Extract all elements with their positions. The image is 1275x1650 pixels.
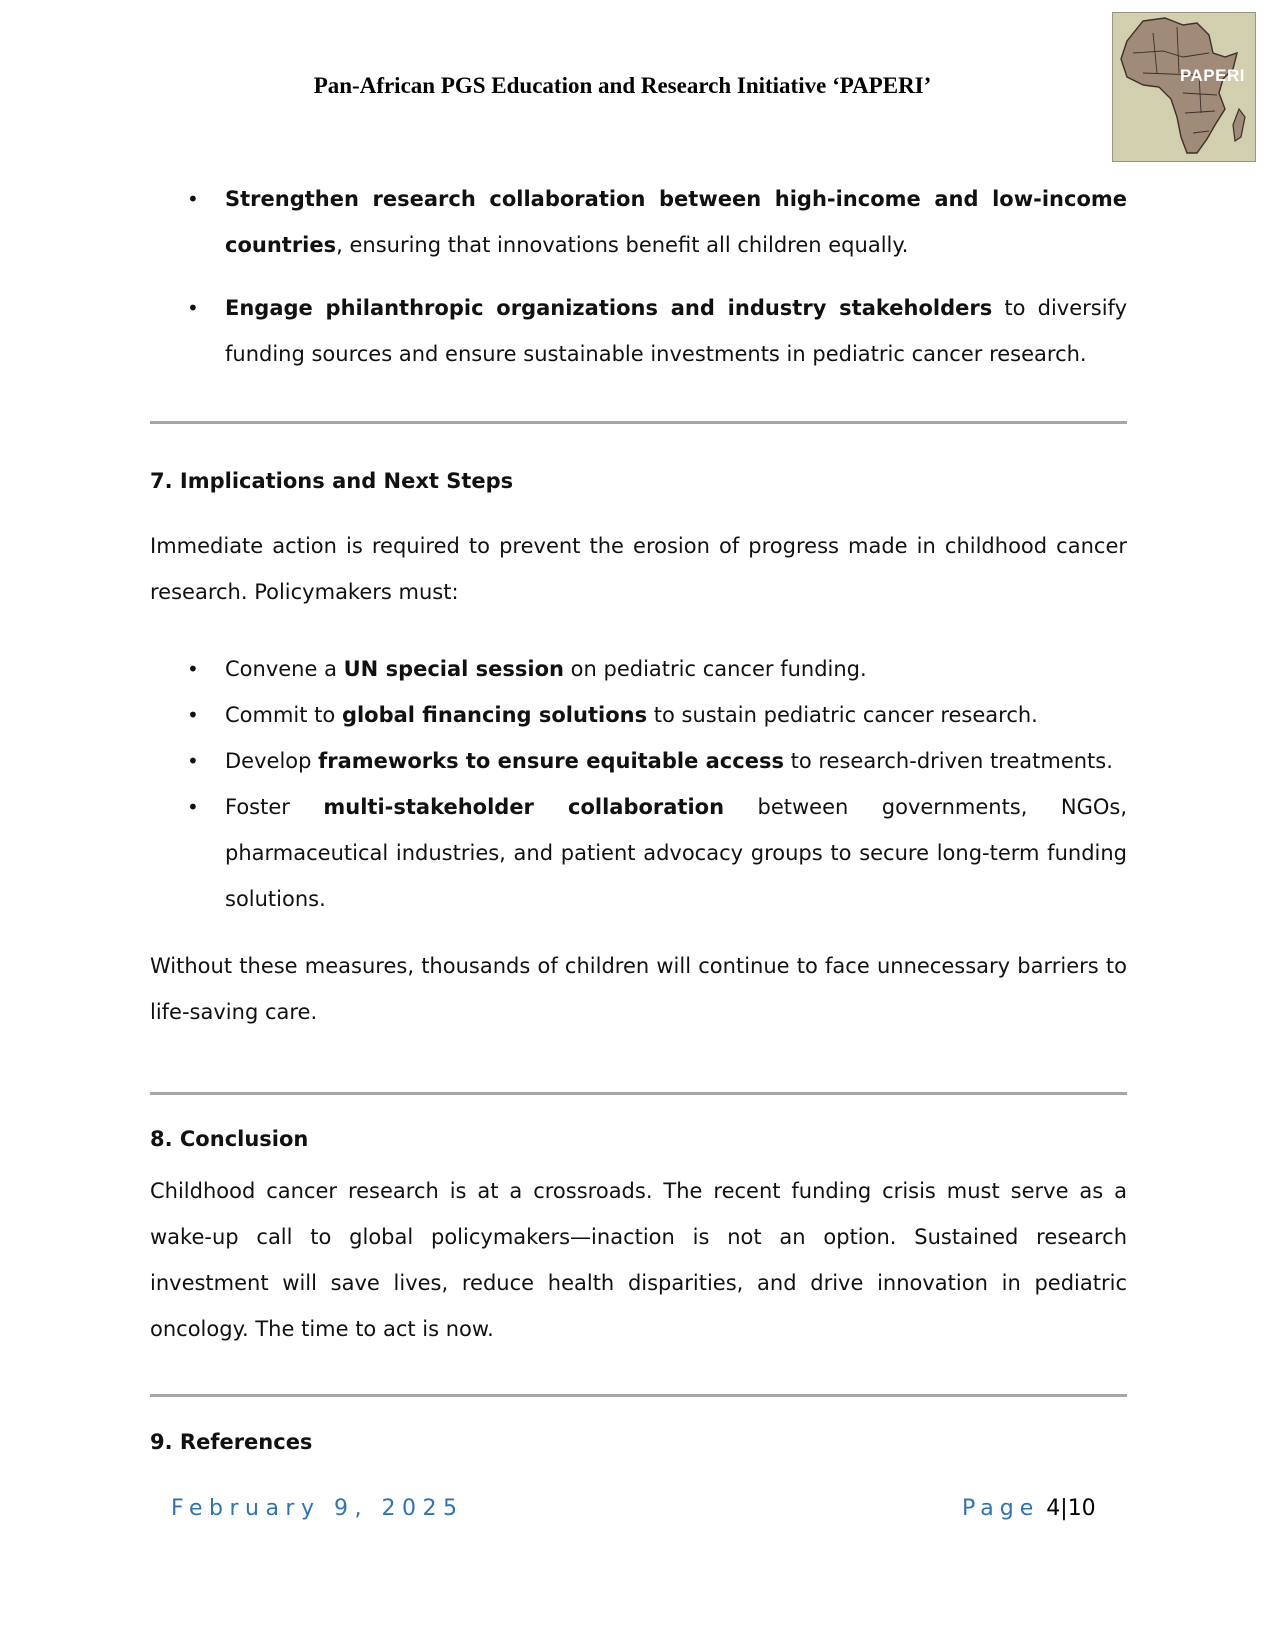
section-heading: 7. Implications and Next Steps — [150, 469, 514, 493]
list-item: • Convene a UN special session on pediatric cancer funding. — [150, 646, 1127, 692]
section8-body: Childhood cancer research is at a crossroads. The recent funding crisis must serve as a wake-up call to global policymakers—inaction is not an option. Sustained research investment will save lives, reduce health disparities, and drive innovation in pediatric oncology. The time to act is now. — [150, 1179, 1127, 1341]
list-item: • Commit to global financing solutions to sustain pediatric cancer research. — [150, 692, 1127, 738]
section-heading: 9. References — [150, 1430, 313, 1454]
page-header-title: Pan-African PGS Education and Research Initiative ‘PAPERI’ — [313, 73, 932, 98]
section-divider — [150, 1394, 1127, 1397]
section-divider — [150, 1092, 1127, 1095]
page-current: 4 — [1046, 1496, 1061, 1521]
logo-text: PAPERI — [1179, 66, 1245, 85]
africa-map-icon — [1113, 13, 1256, 162]
page-separator: | — [1060, 1496, 1068, 1521]
footer-date: February 9, 2025 — [171, 1496, 464, 1521]
footer-page-number — [962, 1496, 1096, 1521]
section7-closing: Without these measures, thousands of children will continue to face unnecessary barriers to life-saving care. — [150, 954, 1127, 1024]
page-total: 10 — [1067, 1496, 1096, 1521]
paperi-logo — [1112, 12, 1256, 162]
list-item: • Foster multi-stakeholder collaboration between governments, NGOs, pharmaceutical industries, and patient advocacy groups to secure long-term funding solutions. — [150, 784, 1127, 922]
top-bullet-list — [150, 176, 1127, 377]
policy-bullet-list — [150, 646, 1127, 922]
list-item: • Engage philanthropic organizations and industry stakeholders to diversify funding sources and ensure sustainable investments in pediatric cancer research. — [150, 285, 1127, 377]
section-heading: 8. Conclusion — [150, 1127, 309, 1151]
list-item: • Develop frameworks to ensure equitable access to research-driven treatments. — [150, 738, 1127, 784]
list-item: • Strengthen research collaboration between high-income and low-income countries, ensuring that innovations benefit all children equally. — [150, 176, 1127, 268]
section7-intro: Immediate action is required to prevent the erosion of progress made in childhood cancer research. Policymakers must: — [150, 534, 1127, 604]
page-label: Page — [962, 1496, 1040, 1521]
section-divider — [150, 421, 1127, 424]
